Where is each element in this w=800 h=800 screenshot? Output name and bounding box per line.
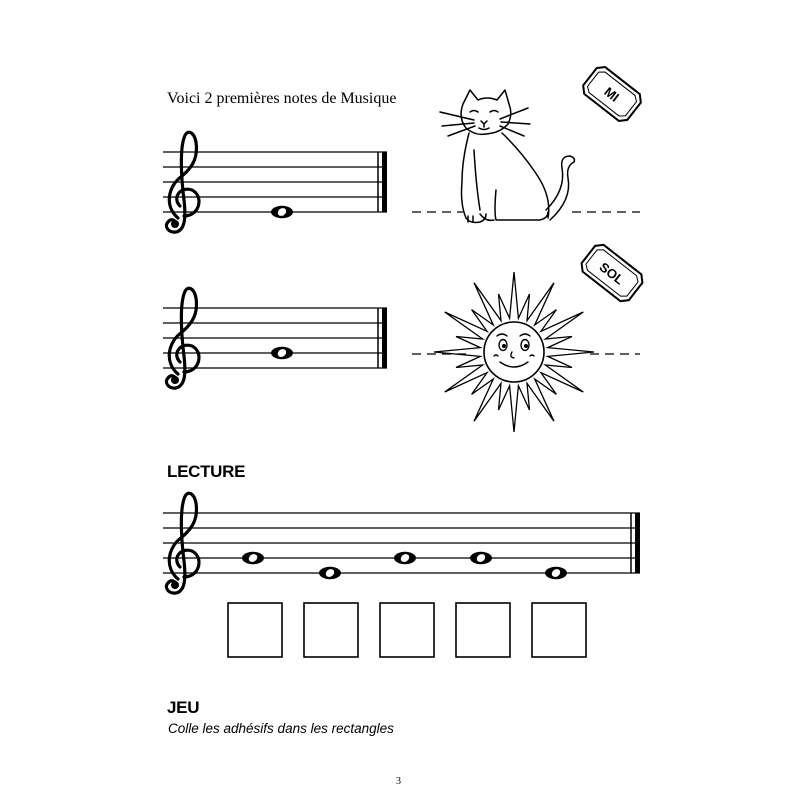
whole-note-icon [319, 567, 341, 579]
cat-icon [440, 90, 575, 223]
badge-label-mi: MI [601, 84, 623, 105]
whole-note-icon [545, 567, 567, 579]
staff-mi [163, 132, 387, 232]
sun-icon [434, 272, 594, 432]
answer-box[interactable] [380, 603, 434, 657]
badge-label-sol: SOL [596, 259, 627, 288]
whole-note-icon [394, 552, 416, 564]
staff-sol [163, 288, 387, 388]
lecture-title: LECTURE [167, 462, 246, 481]
jeu-instruction: Colle les adhésifs dans les rectangles [168, 721, 394, 736]
note-badge-mi [579, 63, 644, 124]
answer-box[interactable] [304, 603, 358, 657]
answer-box[interactable] [456, 603, 510, 657]
intro-text: Voici 2 premières notes de Musique [167, 90, 397, 107]
answer-box[interactable] [532, 603, 586, 657]
whole-note-icon [242, 552, 264, 564]
whole-note-icon [470, 552, 492, 564]
note-badge-sol [578, 241, 646, 305]
staff-lecture [163, 493, 640, 593]
page-number: 3 [396, 776, 401, 787]
whole-note-icon [271, 206, 293, 218]
jeu-title: JEU [167, 698, 200, 717]
answer-box[interactable] [228, 603, 282, 657]
whole-note-icon [271, 347, 293, 359]
